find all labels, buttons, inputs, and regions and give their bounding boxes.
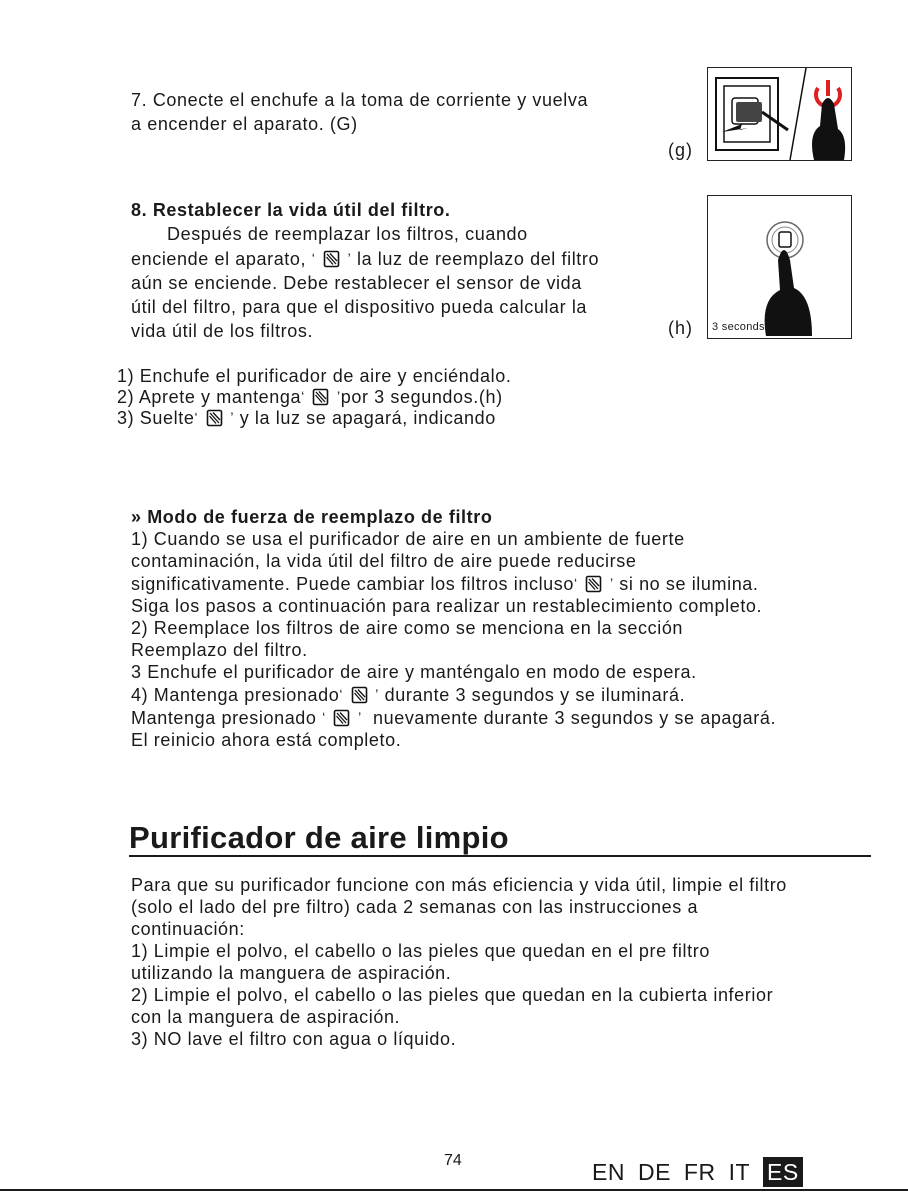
footer-rule (0, 1189, 908, 1191)
force-mode-part: nuevamente durante 3 segundos y se apagará. (373, 708, 777, 728)
step8-line-part: enciende el aparato, (131, 249, 307, 269)
force-mode-part: significativamente. Puede cambiar los filtros incluso (131, 574, 574, 594)
cleaning-text (131, 874, 787, 1050)
step8-heading: 8. Restablecer la vida útil del filtro. (131, 200, 451, 220)
language-tab-it[interactable]: IT (728, 1158, 751, 1185)
force-mode-line: Reemplazo del filtro. (131, 640, 308, 660)
language-tab-de[interactable]: DE (637, 1158, 671, 1185)
reset-step-part: 3) Suelte (117, 408, 195, 428)
filter-reset-icon (323, 250, 340, 268)
force-mode-line: significativamente. Puede cambiar los filtros incluso‘ ’ si no se ilumina. (131, 574, 759, 594)
reset-step: 1) Enchufe el purificador de aire y enciéndalo. (117, 366, 512, 386)
reset-step: 2) Aprete y mantenga‘ ’por 3 segundos.(h) (117, 387, 503, 407)
step8-line: vida útil de los filtros. (131, 321, 314, 341)
reset-steps (117, 365, 511, 429)
filter-reset-icon (312, 388, 329, 406)
force-mode-section (131, 506, 776, 751)
figure-g (707, 67, 852, 161)
force-mode-part: Mantenga presionado (131, 708, 317, 728)
reset-step-part: por 3 segundos.(h) (340, 387, 503, 407)
filter-reset-icon (585, 575, 602, 593)
section-title: Purificador de aire limpio (129, 820, 509, 855)
cleaning-line: 1) Limpie el polvo, el cabello o las pieles que quedan en el pre filtro (131, 941, 710, 961)
step8-line: aún se enciende. Debe restablecer el sensor de vida (131, 273, 582, 293)
language-tab-es-active[interactable]: ES (763, 1157, 803, 1187)
force-mode-line: 2) Reemplace los filtros de aire como se menciona en la sección (131, 618, 684, 638)
cleaning-line: con la manguera de aspiración. (131, 1007, 401, 1027)
language-tabs (592, 1157, 803, 1187)
filter-reset-icon (206, 409, 223, 427)
force-mode-part: durante 3 segundos y se iluminará. (384, 685, 686, 705)
force-mode-line: Mantenga presionado ‘ ’ nuevamente durante 3 segundos y se apagará. (131, 708, 777, 728)
step8-line: útil del filtro, para que el dispositivo pueda calcular la (131, 297, 588, 317)
figure-h-label: 3 seconds (712, 321, 765, 333)
reset-step-part: 2) Aprete y mantenga (117, 387, 302, 407)
step8-line-part: la luz de reemplazo del filtro (357, 249, 600, 269)
reset-step-part: y la luz se apagará, indicando (239, 408, 496, 428)
filter-reset-icon (333, 709, 350, 727)
force-mode-line: 3 Enchufe el purificador de aire y manténgalo en modo de espera. (131, 662, 697, 682)
figure-h-caption: (h) (668, 318, 693, 338)
filter-reset-icon (351, 686, 368, 704)
language-tab-fr[interactable]: FR (683, 1158, 716, 1185)
step7-text (131, 89, 588, 135)
cleaning-line: 3) NO lave el filtro con agua o líquido. (131, 1029, 457, 1049)
cleaning-line: 2) Limpie el polvo, el cabello o las pieles que quedan en la cubierta inferior (131, 985, 774, 1005)
cleaning-line: continuación: (131, 919, 245, 939)
title-underline (129, 855, 871, 857)
cleaning-line: Para que su purificador funcione con más eficiencia y vida útil, limpie el filtro (131, 875, 787, 895)
force-mode-line: 1) Cuando se usa el purificador de aire en un ambiente de fuerte (131, 529, 685, 549)
reset-step: 3) Suelte‘ ’ y la luz se apagará, indicando (117, 408, 496, 428)
power-button-icon (808, 74, 850, 160)
cleaning-line: utilizando la manguera de aspiración. (131, 963, 452, 983)
force-mode-line: Siga los pasos a continuación para realizar un restablecimiento completo. (131, 596, 763, 616)
figure-h (707, 195, 852, 339)
hand-press-icon (708, 196, 851, 338)
force-mode-line: 4) Mantenga presionado‘ ’ durante 3 segundos y se iluminará. (131, 685, 686, 705)
language-tab-en[interactable]: EN (592, 1158, 625, 1185)
step8-line: enciende el aparato, ‘ ’ la luz de reemplazo del filtro (131, 249, 600, 269)
page-number: 74 (444, 1152, 462, 1169)
force-mode-line: contaminación, la vida útil del filtro de aire puede reducirse (131, 551, 637, 571)
force-mode-part: si no se ilumina. (619, 574, 759, 594)
force-mode-part: 4) Mantenga presionado (131, 685, 340, 705)
force-mode-line: El reinicio ahora está completo. (131, 730, 402, 750)
step8-line: Después de reemplazar los filtros, cuando (167, 224, 528, 244)
step7-line: a encender el aparato. (G) (131, 114, 358, 134)
cleaning-line: (solo el lado del pre filtro) cada 2 semanas con las instrucciones a (131, 897, 699, 917)
step8-text (131, 199, 599, 342)
figure-g-caption: (g) (668, 140, 693, 160)
step7-line: 7. Conecte el enchufe a la toma de corriente y vuelva (131, 90, 589, 110)
force-mode-heading: » Modo de fuerza de reemplazo de filtro (131, 507, 493, 527)
